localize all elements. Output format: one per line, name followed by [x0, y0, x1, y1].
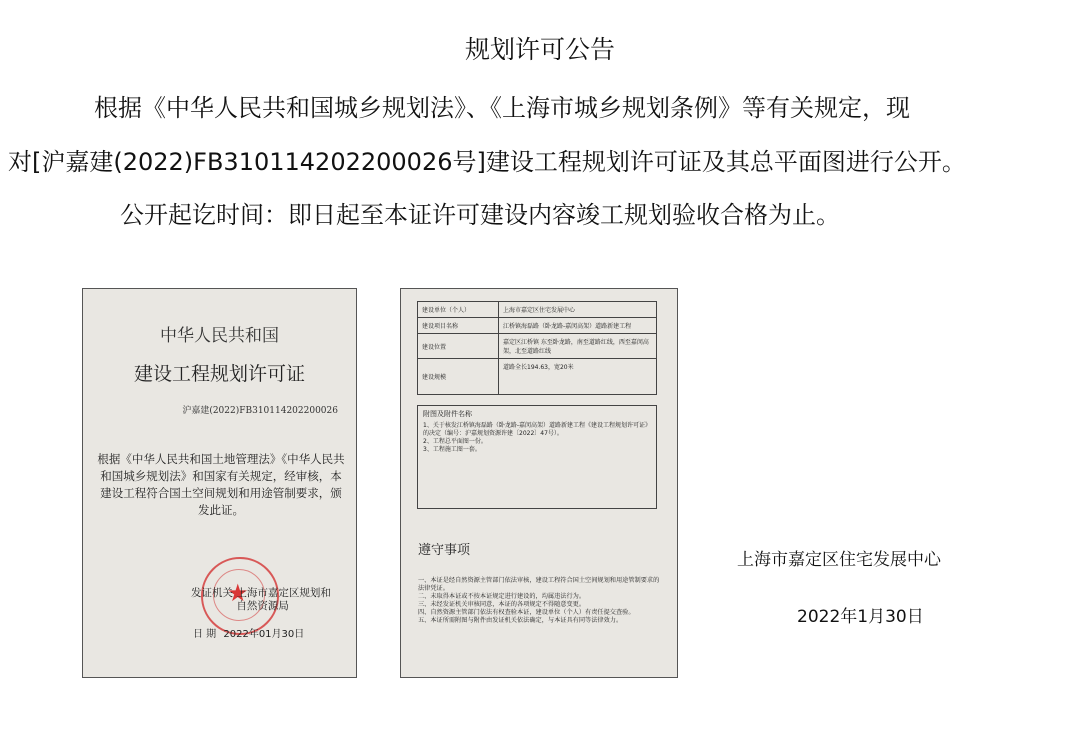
list-item: 1、关于核发江桥镇海磊路（卧龙路-嘉闵高架）道路新建工程《建设工程规划许可证》的决定（编号：沪嘉规划资源许建〔2022〕47号）。 — [423, 422, 651, 437]
notice-line-2: 对[沪嘉建(2022)FB310114202200026号]建设工程规划许可证及其总平面图进行公开。 — [8, 148, 966, 176]
permit-front-image — [82, 288, 357, 678]
row-label: 建设单位（个人） — [418, 302, 499, 318]
permit-info-table — [417, 301, 657, 395]
table-row — [418, 302, 657, 318]
row-value: 嘉定区江桥镇 东至卧龙路，南至道路红线，西至嘉闵高架，北至道路红线 — [499, 334, 657, 359]
footer-org: 上海市嘉定区住宅发展中心 — [737, 550, 941, 570]
notice-line-1: 根据《中华人民共和国城乡规划法》、《上海市城乡规划条例》等有关规定，现 — [94, 94, 910, 122]
list-item: 3、工程施工图一套。 — [423, 446, 481, 453]
permit-number: 沪嘉建(2022)FB310114202200026 — [182, 406, 338, 416]
row-label: 建设项目名称 — [418, 318, 499, 334]
row-label: 建设位置 — [418, 334, 499, 359]
rules-list — [418, 577, 662, 625]
official-seal-icon: ★ — [201, 557, 279, 635]
list-item: 三、未经发证机关审核同意，本证的各项规定不得随意变更。 — [418, 601, 586, 608]
list-item: 2、工程总平面图一份。 — [423, 438, 487, 445]
attachments-box — [417, 405, 657, 509]
rules-title: 遵守事项 — [418, 543, 471, 558]
permit-date-label: 日 期 — [193, 629, 217, 640]
footer-date: 2022年1月30日 — [797, 607, 924, 627]
permit-back-image — [400, 288, 678, 678]
notice-title: 规划许可公告 — [464, 35, 615, 64]
list-item: 一、本证是经自然资源主管部门依法审核，建设工程符合国土空间规划和用途管制要求的法律凭证。 — [418, 577, 660, 592]
notice-line-3: 公开起讫时间：即日起至本证许可建设内容竣工规划验收合格为止。 — [120, 201, 840, 229]
row-value: 上海市嘉定区住宅发展中心 — [499, 302, 657, 318]
permit-issuer-block — [191, 587, 336, 613]
row-value: 江桥镇海磊路（卧龙路-嘉闵高架）道路新建工程 — [499, 318, 657, 334]
table-row — [418, 318, 657, 334]
permit-issuer: 上海市嘉定区规划和自然资源局 — [236, 587, 331, 612]
table-row — [418, 334, 657, 359]
list-item: 四、自然资源主管部门依法有权查验本证，建设单位（个人）有责任提交查验。 — [418, 609, 635, 616]
list-item: 五、本证所需附图与附件由发证机关依法确定，与本证具有同等法律效力。 — [418, 617, 623, 624]
permit-name: 建设工程规划许可证 — [133, 363, 305, 385]
permit-body: 根据《中华人民共和国土地管理法》《中华人民共和国城乡规划法》和国家有关规定，经审核，本建设工程符合国土空间规划和用途管制要求，颁发此证。 — [97, 452, 345, 517]
row-label: 建设规模 — [418, 359, 499, 395]
permit-country: 中华人民共和国 — [160, 326, 279, 346]
permit-issuer-label: 发证机关 — [191, 587, 233, 599]
list-item: 二、未取得本证或不按本证规定进行建设的，均属违法行为。 — [418, 593, 586, 600]
table-row — [418, 359, 657, 395]
attachments-title: 附图及附件名称 — [423, 410, 472, 418]
row-value: 道路全长194.63，宽20米 — [499, 359, 657, 395]
permit-date-block — [193, 625, 304, 640]
permit-date: 2022年01月30日 — [223, 629, 305, 640]
